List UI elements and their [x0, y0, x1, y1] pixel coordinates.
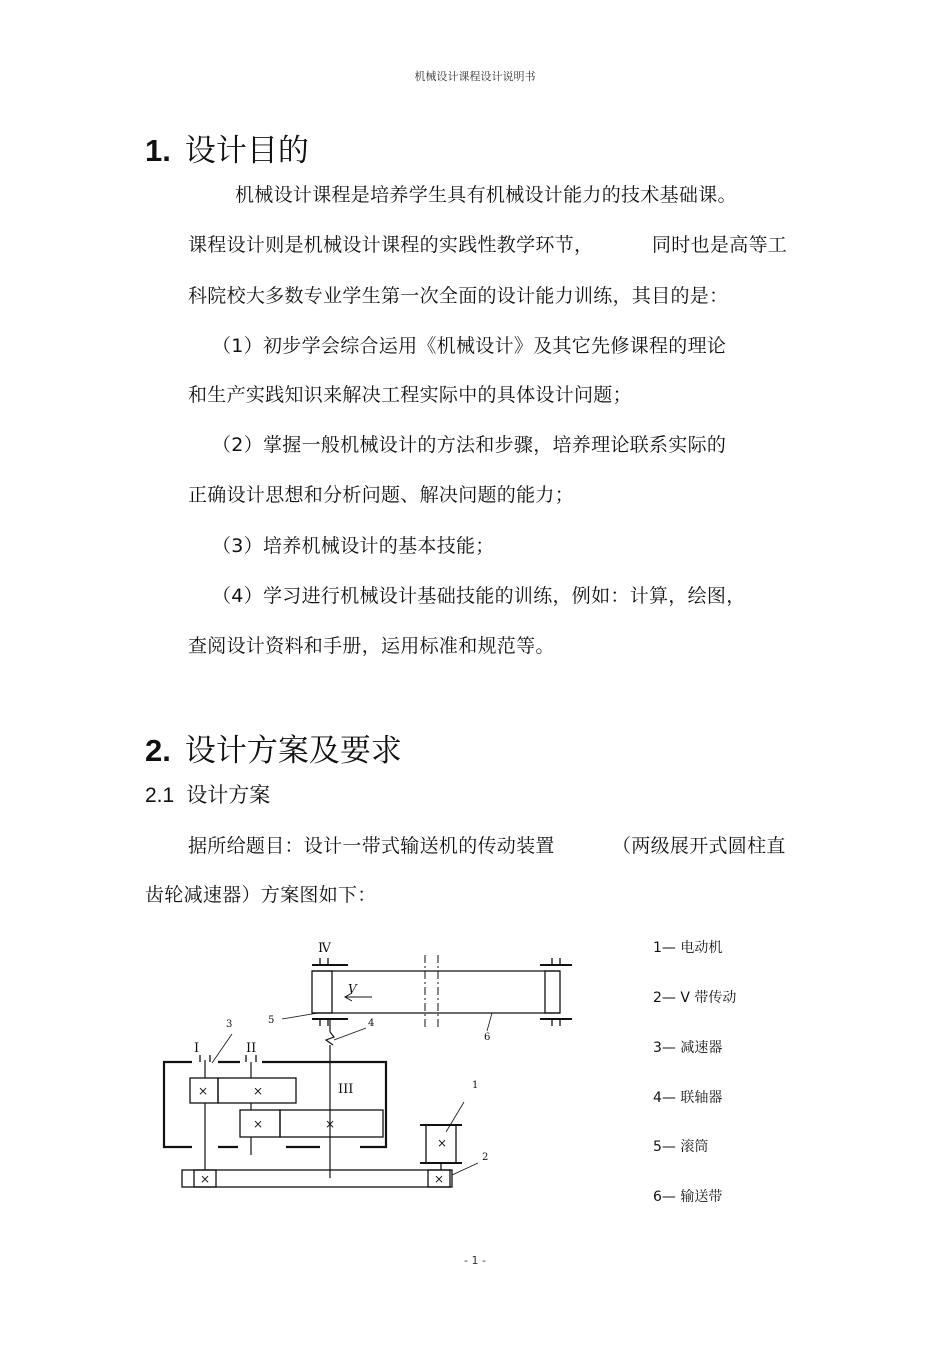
callout-5: 5	[268, 1015, 275, 1026]
list-item: （4）学习进行机械设计基础技能的训练，例如：计算，绘图，	[212, 585, 746, 607]
shafts	[205, 1060, 251, 1170]
subsection-heading	[145, 779, 270, 809]
section-2-number: 2.	[145, 733, 171, 768]
v-belt-drive	[182, 1170, 452, 1187]
gear-mark: ×	[325, 1117, 336, 1131]
paragraph-line: 和生产实践知识来解决工程实际中的具体设计问题；	[188, 384, 632, 406]
callout-6: 6	[484, 1032, 491, 1043]
legend-item-3: 3— 减速器	[653, 1040, 723, 1056]
paragraph-line: 课程设计则是机械设计课程的实践性教学环节，	[188, 234, 594, 256]
paragraph-line: 据所给题目：设计一带式输送机的传动装置	[188, 835, 555, 857]
section-1-number: 1.	[145, 133, 171, 168]
pulley-mark: ×	[434, 1172, 445, 1186]
motor-mark: ×	[437, 1136, 448, 1150]
page-header: 机械设计课程设计说明书	[414, 70, 536, 83]
list-item: （1）初步学会综合运用《机械设计》及其它先修课程的理论	[212, 335, 727, 357]
coupling	[326, 1019, 334, 1178]
gear-mark: ×	[253, 1117, 264, 1131]
callout-4: 4	[368, 1018, 375, 1029]
subsection-number: 2.1	[145, 784, 175, 807]
gear-mark: ×	[198, 1084, 209, 1098]
legend-item-2: 2— V 带传动	[653, 990, 737, 1006]
shaft-label-iii: III	[338, 1082, 354, 1097]
gears	[190, 1078, 383, 1137]
list-item: （2）掌握一般机械设计的方法和步骤，培养理论联系实际的	[212, 434, 727, 456]
legend-item-6: 6— 输送带	[653, 1189, 723, 1205]
reducer-housing	[164, 1055, 386, 1147]
transmission-diagram	[150, 930, 630, 1200]
paragraph-line: 查阅设计资料和手册，运用标准和规范等。	[188, 635, 555, 657]
paragraph-line: 机械设计课程是培养学生具有机械设计能力的技术基础课。	[235, 184, 737, 206]
callout-1: 1	[472, 1080, 479, 1091]
callout-3: 3	[226, 1019, 233, 1030]
legend-item-4: 4— 联轴器	[653, 1090, 723, 1106]
section-1-title: 设计目的	[184, 133, 309, 169]
shaft-label-ii: II	[246, 1041, 257, 1056]
paragraph-line: 科院校大多数专业学生第一次全面的设计能力训练，其目的是：	[188, 285, 729, 307]
legend-item-5: 5— 滚筒	[653, 1139, 709, 1155]
gear-mark: ×	[253, 1084, 264, 1098]
callout-2: 2	[482, 1152, 489, 1163]
paragraph-line: （两级展开式圆柱直	[612, 835, 786, 857]
shaft-label-i: I	[194, 1041, 200, 1056]
legend-item-1: 1— 电动机	[653, 940, 723, 956]
page-number: - 1 -	[464, 1254, 486, 1267]
subsection-title: 设计方案	[186, 783, 271, 807]
list-item: （3）培养机械设计的基本技能；	[212, 535, 495, 557]
section-2-title: 设计方案及要求	[184, 733, 402, 769]
paragraph-line: 正确设计思想和分析问题、解决问题的能力；	[188, 484, 575, 506]
section-1-heading	[145, 125, 309, 170]
paragraph-line: 齿轮减速器）方案图如下：	[145, 884, 377, 906]
shaft-label-iv: Ⅳ	[318, 941, 331, 956]
paragraph-line: 同时也是高等工	[652, 234, 788, 256]
velocity-label: V	[348, 982, 357, 996]
pulley-mark: ×	[200, 1172, 211, 1186]
section-2-heading	[145, 725, 402, 770]
